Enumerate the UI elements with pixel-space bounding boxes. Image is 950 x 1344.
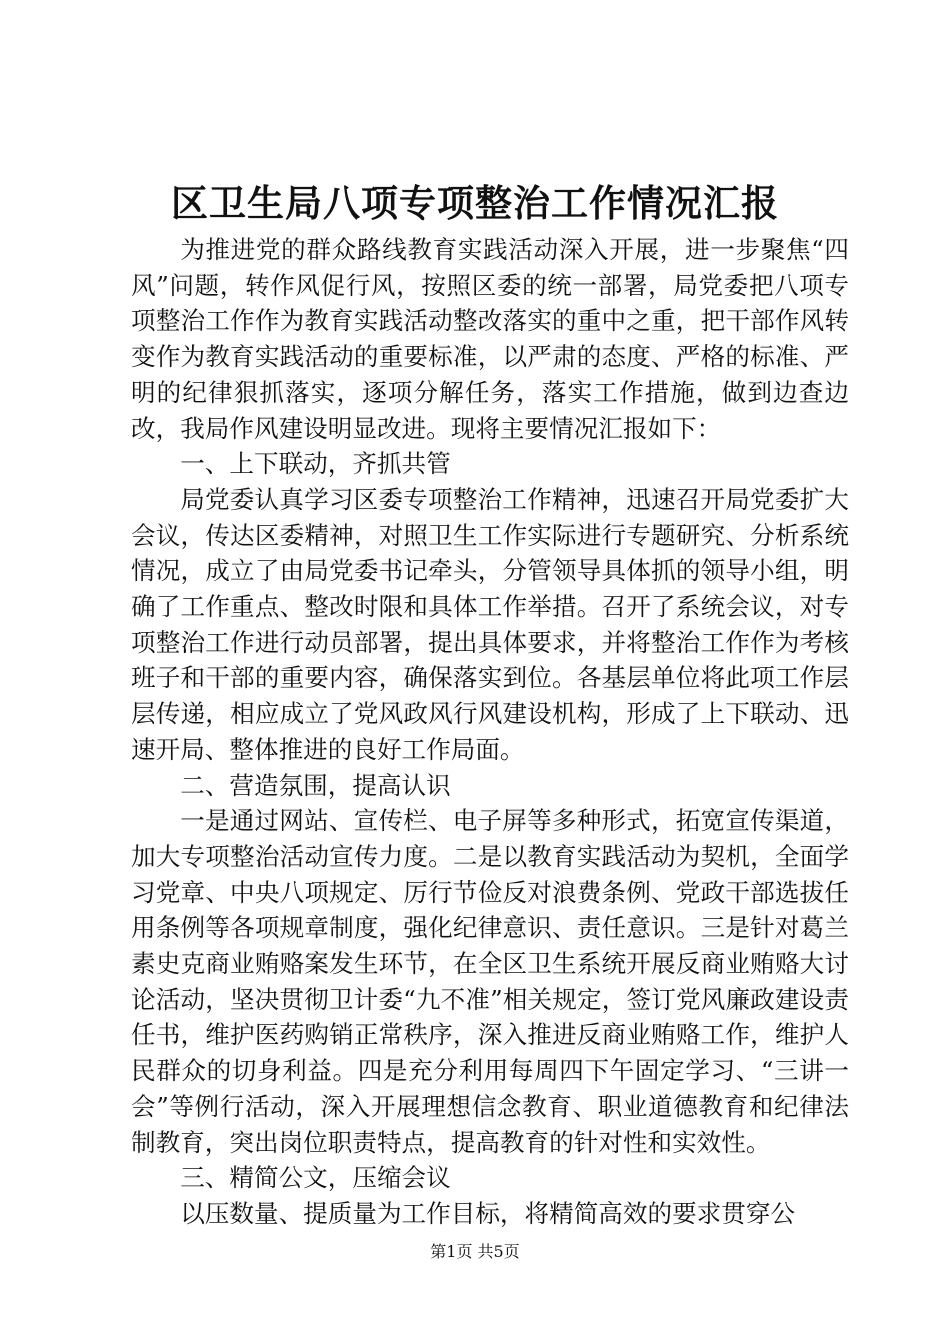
section-2-paragraph: 一是通过网站、宣传栏、电子屏等多种形式，拓宽宣传渠道，加大专项整治活动宣传力度。二是以教育实践活动为契机，全面学习党章、中央八项规定、厉行节俭反对浪费条例、党政干部选拔任用条例等各项规章制度，强化纪律意识、责任意识。三是针对葛兰素史克商业贿赂案发生环节，在全区卫生系统开展反商业贿赂大讨论活动，坚决贯彻卫计委“九不准”相关规定，签订党风廉政建设责任书，维护医药购销正常秩序，深入推进反商业贿赂工作，维护人民群众的切身利益。四是充分利用每周四下午固定学习、“三讲一会”等例行活动，深入开展理想信念教育、职业道德教育和纪律法制教育，突出岗位职责特点，提高教育的针对性和实效性。 <box>131 806 849 1157</box>
document-title: 区卫生局八项专项整治工作情况汇报 <box>171 181 779 225</box>
intro-paragraph: 为推进党的群众路线教育实践活动深入开展，进一步聚焦“四风”问题，转作风促行风，按照区委的统一部署，局党委把八项专项整治工作作为教育实践活动整改落实的重中之重，把干部作风转变作为教育实践活动的重要标准，以严肃的态度、严格的标准、严明的纪律狠抓落实，逐项分解任务，落实工作措施，做到边查边改，我局作风建设明显改进。现将主要情况汇报如下： <box>131 235 849 443</box>
section-1-paragraph: 局党委认真学习区委专项整治工作精神，迅速召开局党委扩大会议，传达区委精神，对照卫生工作实际进行专题研究、分析系统情况，成立了由局党委书记牵头，分管领导具体抓的领导小组，明确了工作重点、整改时限和具体工作举措。召开了系统会议，对专项整治工作进行动员部署，提出具体要求，并将整治工作作为考核班子和干部的重要内容，确保落实到位。各基层单位将此项工作层层传递，相应成立了党风政风行风建设机构，形成了上下联动、迅速开局、整体推进的良好工作局面。 <box>131 484 849 764</box>
section-heading-2: 二、营造氛围，提高认识 <box>180 770 451 800</box>
section-heading-1: 一、上下联动，齐抓共管 <box>180 449 451 479</box>
document-body <box>131 232 849 1232</box>
section-3-paragraph: 以压数量、提质量为工作目标，将精简高效的要求贯穿公 <box>180 1198 796 1228</box>
section-heading-3: 三、精简公文，压缩会议 <box>180 1163 451 1193</box>
page-number-footer: 第1页 共5页 <box>430 1242 520 1261</box>
